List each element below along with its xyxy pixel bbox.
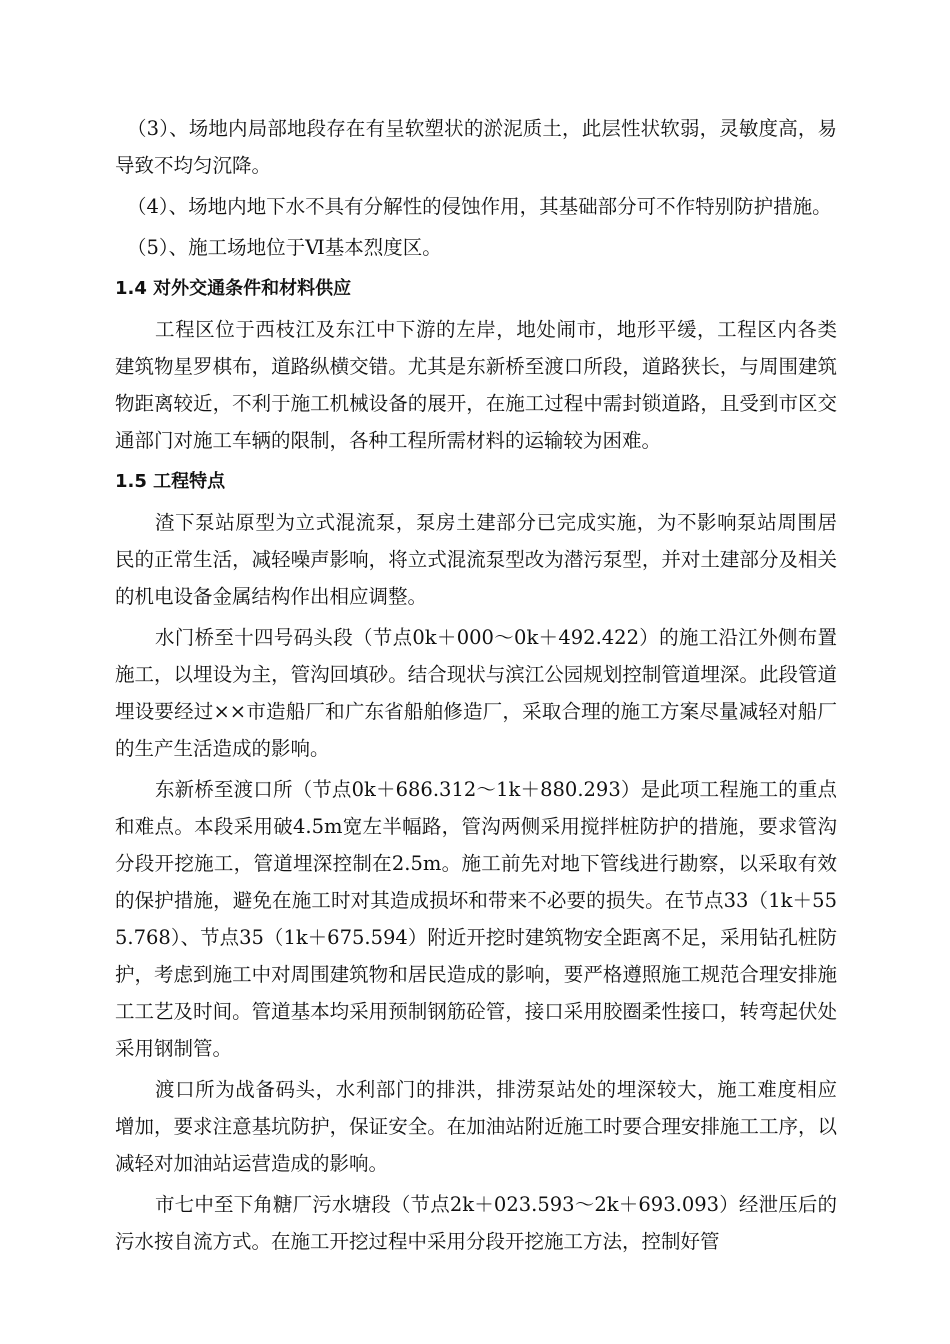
section-1-5-paragraph-4: 渡口所为战备码头，水利部门的排洪，排涝泵站处的埋深较大，施工难度相应增加，要求注意基坑防护，保证安全。在加油站附近施工时要合理安排施工工序，以减轻对加油站运营造成的影响。 [115,1078,837,1175]
section-heading-1-4: 1.4 对外交通条件和材料供应 [115,278,352,299]
section-1-5-paragraph-1: 渣下泵站原型为立式混流泵，泵房土建部分已完成实施，为不影响泵站周围居民的正常生活，减轻噪声影响，将立式混流泵型改为潜污泵型，并对土建部分及相关的机电设备金属结构作出相应调整。 [115,511,837,608]
list-item-4: （4）、场地内地下水不具有分解性的侵蚀作用，其基础部分可不作特别防护措施。 [127,195,832,218]
list-item-3: （3）、场地内局部地段存在有呈软塑状的淤泥质土，此层性状软弱，灵敏度高，易导致不均匀沉降。 [115,117,837,177]
section-1-5-paragraph-2: 水门桥至十四号码头段（节点0k＋000～0k＋492.422）的施工沿江外侧布置施工，以埋设为主，管沟回填砂。结合现状与滨江公园规划控制管道埋深。此段管道埋设要经过××市造船厂和广东省船舶修造厂，采取合理的施工方案尽量减轻对船厂的生产生活造成的影响。 [115,626,837,760]
section-1-5-paragraph-5: 市七中至下角糖厂污水塘段（节点2k＋023.593～2k＋693.093）经泄压后的污水按自流方式。在施工开挖过程中采用分段开挖施工方法，控制好管 [115,1193,837,1253]
section-1-4-paragraph: 工程区位于西枝江及东江中下游的左岸，地处闹市，地形平缓，工程区内各类建筑物星罗棋布，道路纵横交错。尤其是东新桥至渡口所段，道路狭长，与周围建筑物距离较近，不利于施工机械设备的展开，在施工过程中需封锁道路，且受到市区交通部门对施工车辆的限制，各种工程所需材料的运输较为困难。 [115,318,837,452]
list-item-5: （5）、施工场地位于Ⅵ基本烈度区。 [127,236,442,259]
document-page [115,110,837,1264]
section-heading-1-5: 1.5 工程特点 [115,471,226,492]
section-1-5-paragraph-3: 东新桥至渡口所（节点0k＋686.312～1k＋880.293）是此项工程施工的重点和难点。本段采用破4.5m宽左半幅路，管沟两侧采用搅拌桩防护的措施，要求管沟分段开挖施工，管道埋深控制在2.5m。施工前先对地下管线进行勘察，以采取有效的保护措施，避免在施工时对其造成损坏和带来不必要的损失。在节点33（1k＋555.768）、节点35（1k＋675.594）附近开挖时建筑物安全距离不足，采用钻孔桩防护，考虑到施工中对周围建筑物和居民造成的影响，要严格遵照施工规范合理安排施工工艺及时间。管道基本均采用预制钢筋砼管，接口采用胶圈柔性接口，转弯起伏处采用钢制管。 [115,778,837,1060]
